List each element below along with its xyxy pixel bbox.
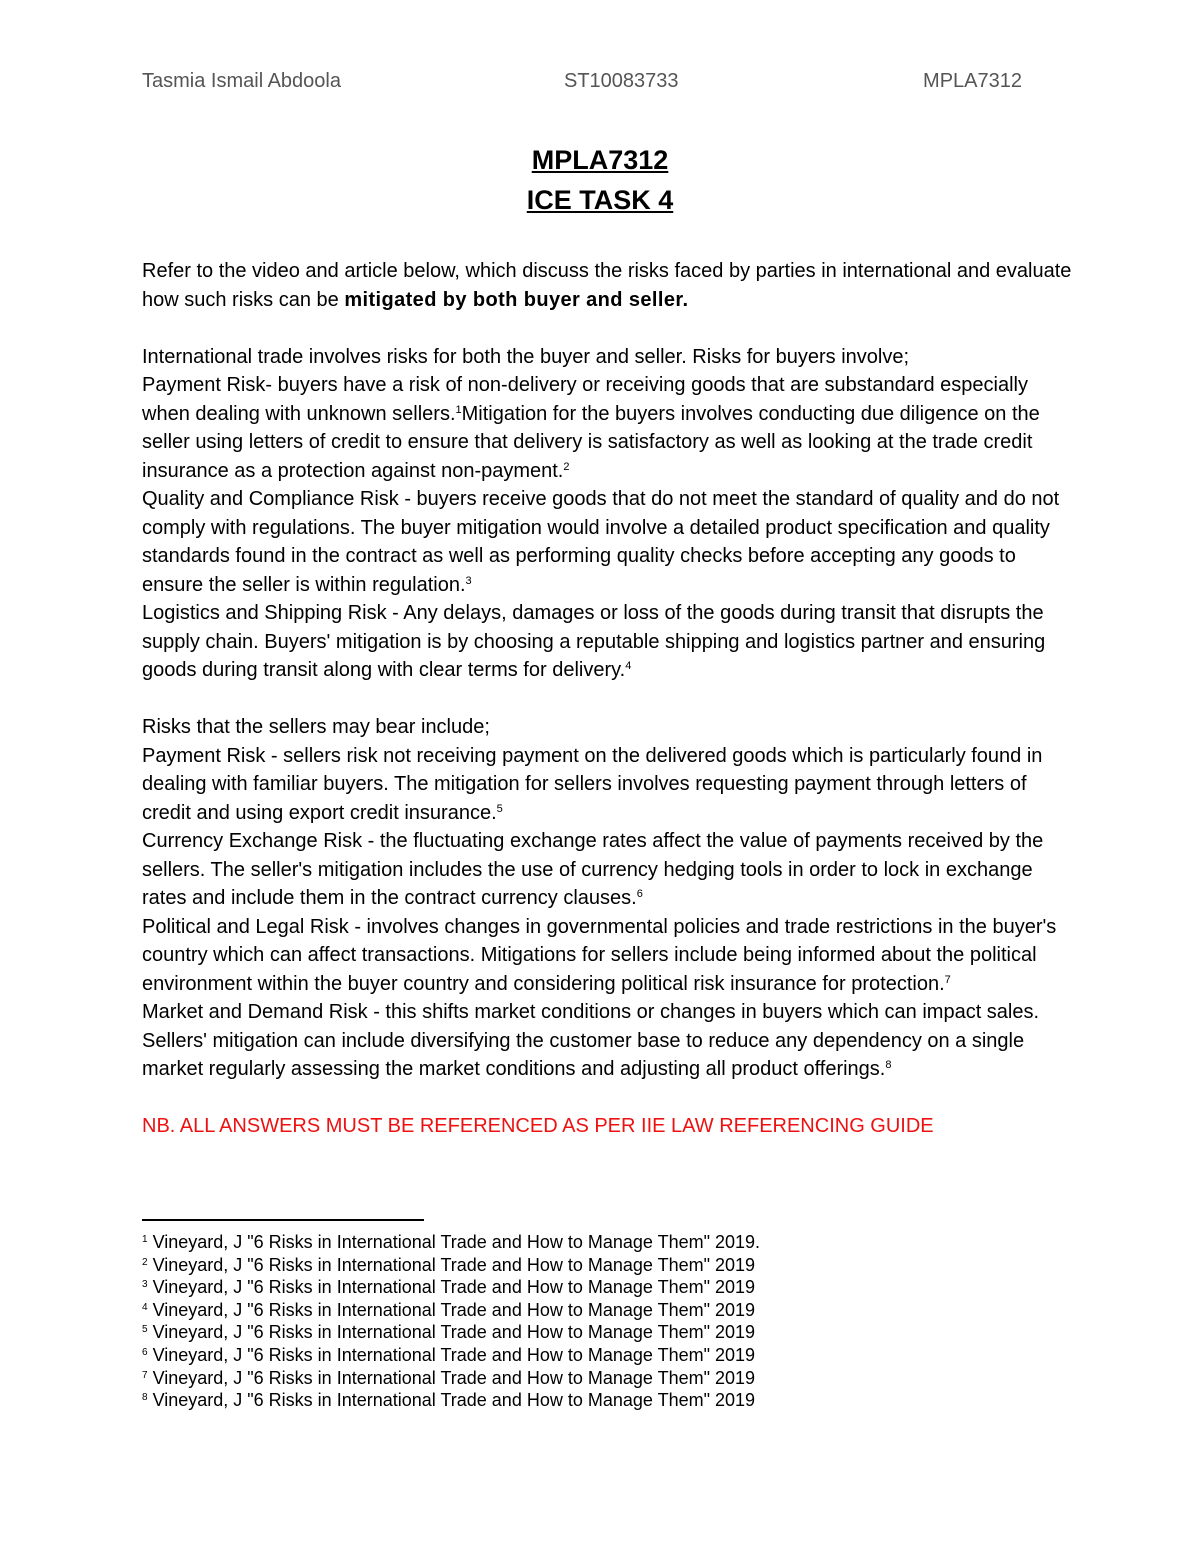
footnote-ref: 4 bbox=[625, 660, 632, 672]
instruction-paragraph bbox=[142, 257, 1072, 314]
instruction-text: Refer to the video and article below, which discuss the risks faced by parties in international and evaluate how such risks can be bbox=[142, 260, 1072, 311]
instruction-emphasis: mitigated by both buyer and seller. bbox=[344, 288, 689, 311]
sellers-market-risk: Market and Demand Risk - this shifts market conditions or changes in buyers which can impact sales. Sellers' mitigation can include diversifying the customer base to reduce any dependency on a single market regularly assessing the market conditions and adjusting all product offerings.$^8$ bbox=[142, 1001, 1040, 1080]
footnote-item: $^1$ Vineyard, J "6 Risks in International Trade and How to Manage Them" 2019. bbox=[142, 1232, 761, 1252]
buyers-logistics-risk: Logistics and Shipping Risk - Any delays, damages or loss of the goods during transit that disrupts the supply chain. Buyers' mitigation is by choosing a reputable shipping and logistics partner and ensuring goods during transit along with clear terms for delivery.$^4$ bbox=[142, 602, 1046, 681]
buyers-payment-risk: Payment Risk- buyers have a risk of non-delivery or receiving goods that are substandard especially when dealing with unknown sellers.$^1$Mitigation for the buyers involves conducting due diligence on the seller using letters of credit to ensure that delivery is satisfactory as well as looking at the trade credit insurance as a protection against non-payment.$^2$ bbox=[142, 374, 1040, 482]
sellers-intro: Risks that the sellers may bear include; bbox=[142, 716, 490, 738]
document-body bbox=[142, 257, 1072, 1141]
footnote-item: $^6$ Vineyard, J "6 Risks in International Trade and How to Manage Them" 2019 bbox=[142, 1344, 756, 1365]
footnote-item: $^3$ Vineyard, J "6 Risks in International Trade and How to Manage Them" 2019 bbox=[142, 1277, 756, 1298]
footnote-ref: 8 bbox=[885, 1059, 892, 1071]
document-title: MPLA7312 bbox=[531, 145, 669, 175]
header-module: MPLA7312 bbox=[923, 70, 1022, 92]
footnote-item: $^2$ Vineyard, J "6 Risks in International Trade and How to Manage Them" 2019 bbox=[142, 1254, 756, 1275]
footnote-ref: 6 bbox=[636, 888, 643, 900]
footnotes bbox=[142, 1231, 1042, 1412]
sellers-political-risk: Political and Legal Risk - involves changes in governmental policies and trade restrictions in the buyer's country which can affect transactions. Mitigations for sellers include being informed about the political environment within the buyer country and considering political risk insurance for protection.$^7$ bbox=[142, 915, 1057, 995]
footnote-item: $^7$ Vineyard, J "6 Risks in International Trade and How to Manage Them" 2019 bbox=[142, 1367, 756, 1388]
buyers-quality-risk: Quality and Compliance Risk - buyers receive goods that do not meet the standard of quality and do not comply with regulations. The buyer mitigation would involve a detailed product specification and quality standards found in the contract as well as performing quality checks before accepting any goods to ensure the seller is within regulation.$^3$ bbox=[142, 488, 1060, 596]
footnote-item: $^5$ Vineyard, J "6 Risks in International Trade and How to Manage Them" 2019 bbox=[142, 1322, 756, 1343]
buyers-intro: International trade involves risks for both the buyer and seller. Risks for buyers involve; bbox=[142, 345, 910, 368]
footnote-ref: 3 bbox=[465, 574, 472, 587]
page-header bbox=[142, 70, 1022, 100]
footnote-item: $^4$ Vineyard, J "6 Risks in International Trade and How to Manage Them" 2019 bbox=[142, 1299, 756, 1320]
footnote-divider bbox=[142, 1219, 424, 1221]
nb-notice: NB. ALL ANSWERS MUST BE REFERENCED AS PER IIE LAW REFERENCING GUIDE bbox=[142, 1115, 934, 1137]
header-student-number: ST10083733 bbox=[564, 70, 679, 92]
footnote-ref: 5 bbox=[496, 802, 503, 815]
document-subtitle: ICE TASK 4 bbox=[526, 185, 674, 215]
footnote-ref: 7 bbox=[944, 973, 951, 986]
sellers-payment-risk: Payment Risk - sellers risk not receiving payment on the delivered goods which is particularly found in dealing with familiar buyers. The mitigation for sellers involves requesting payment through letters of credit and using export credit insurance.$^5$ bbox=[142, 744, 1043, 824]
header-author: Tasmia Ismail Abdoola bbox=[142, 70, 341, 92]
footnote-item: $^8$ Vineyard, J "6 Risks in International Trade and How to Manage Them" 2019 bbox=[142, 1390, 756, 1411]
footnote-ref: 2 bbox=[563, 460, 570, 473]
footnote-ref: 1 bbox=[455, 403, 462, 416]
sellers-currency-risk: Currency Exchange Risk - the fluctuating exchange rates affect the value of payments received by the sellers. The seller's mitigation includes the use of currency hedging tools in order to lock in exchange rates and include them in the contract currency clauses.$^6$ bbox=[142, 830, 1044, 909]
